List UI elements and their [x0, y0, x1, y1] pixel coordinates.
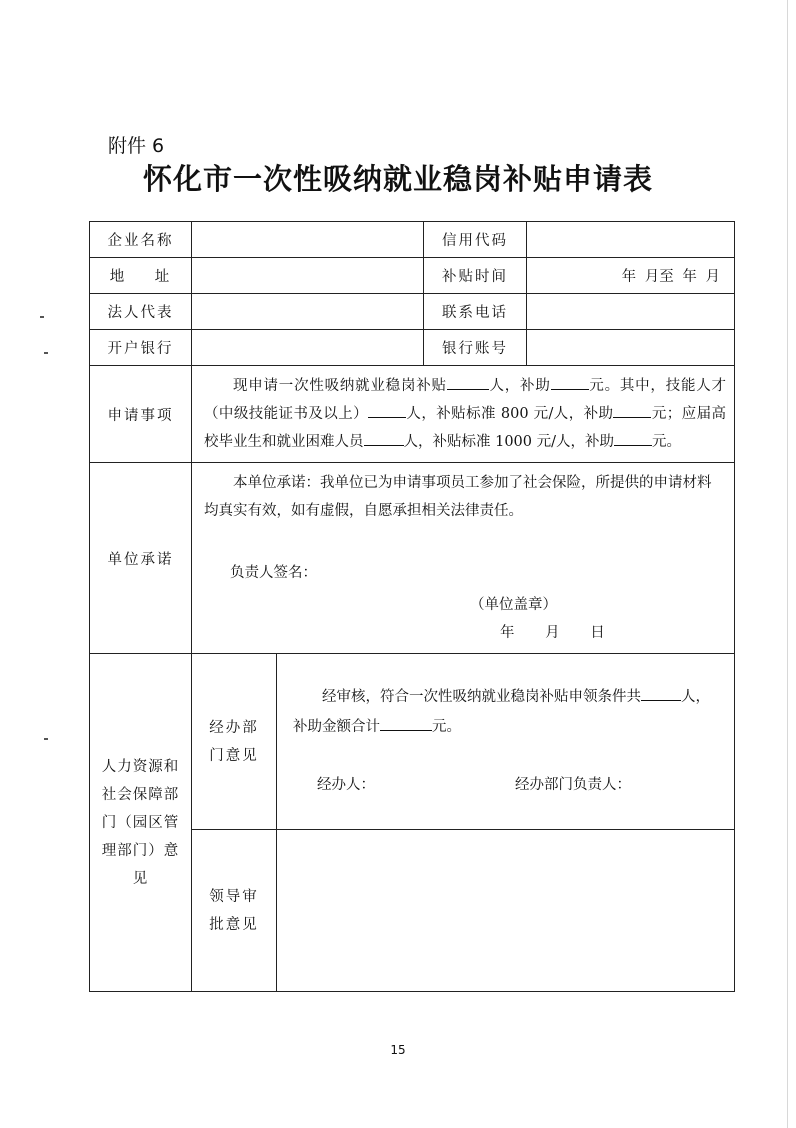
handling-opinion: 经审核，符合一次性吸纳就业稳岗补贴申领条件共 人，补助金额合计 元。 经办人： 经办部门负责人：: [277, 654, 735, 830]
signer-label: 负责人签名：: [230, 565, 317, 581]
leader-approval-field[interactable]: [277, 830, 735, 992]
scan-speck: [40, 316, 44, 318]
credit-code-label: 信用代码: [424, 222, 527, 258]
company-name-field[interactable]: [192, 222, 424, 258]
company-name-label: 企业名称: [90, 222, 192, 258]
address-field[interactable]: [192, 258, 424, 294]
commitment-cell: [192, 463, 735, 654]
scan-speck: [44, 352, 48, 354]
total-people-blank[interactable]: [447, 375, 489, 390]
bank-label: 开户银行: [90, 330, 192, 366]
scan-speck: [44, 738, 48, 740]
leader-approval-label: 领导审批意见: [192, 830, 277, 992]
handling-dept-label: 经办部门意见: [192, 654, 277, 830]
row-company: [90, 222, 735, 258]
page-number: 15: [390, 1043, 406, 1057]
attachment-label: 附件 6: [108, 135, 165, 157]
row-bank: [90, 330, 735, 366]
bank-field[interactable]: [192, 330, 424, 366]
row-address: [90, 258, 735, 294]
account-field[interactable]: [527, 330, 735, 366]
application-form-table: [89, 221, 735, 992]
subsidy-period-label: 补贴时间: [424, 258, 527, 294]
legal-rep-label: 法人代表: [90, 294, 192, 330]
commitment-label: 单位承诺: [90, 463, 192, 654]
handler-label: 经办人：: [317, 777, 375, 793]
subsidy-period-field[interactable]: 年 月至 年 月: [527, 258, 735, 294]
hr-dept-label: 人力资源和社会保障部门（园区管理部门）意见: [90, 654, 192, 992]
handler-sign-row: [293, 770, 724, 800]
commitment-text: 本单位承诺：我单位已为申请事项员工参加了社会保险，所提供的申请材料均真实有效，如有虚假，自愿承担相关法律责任。: [204, 475, 712, 519]
graduates-amount-blank[interactable]: [614, 431, 652, 446]
application-label: 申请事项: [90, 366, 192, 463]
commitment-date: 年 月 日: [500, 625, 605, 641]
skilled-people-blank[interactable]: [368, 403, 406, 418]
application-text: 现申请一次性吸纳就业稳岗补贴 人，补助 元。其中，技能人才（中级技能证书及以上） 人，补贴标准 800 元/人，补助 元；应届高校毕业生和就业困难人员 人，补贴标准 1000 元/人，补助 元。: [192, 366, 735, 463]
approved-people-blank[interactable]: [641, 686, 681, 701]
account-label: 银行账号: [424, 330, 527, 366]
graduates-people-blank[interactable]: [364, 431, 404, 446]
row-legal-rep: [90, 294, 735, 330]
phone-field[interactable]: [527, 294, 735, 330]
legal-rep-field[interactable]: [192, 294, 424, 330]
dept-head-label: 经办部门负责人：: [515, 777, 631, 793]
phone-label: 联系电话: [424, 294, 527, 330]
row-commitment: [90, 463, 735, 654]
row-application: [90, 366, 735, 463]
skilled-amount-blank[interactable]: [613, 403, 651, 418]
seal-label: （单位盖章）: [470, 597, 557, 613]
credit-code-field[interactable]: [527, 222, 735, 258]
form-title: 怀化市一次性吸纳就业稳岗补贴申请表: [142, 162, 653, 196]
row-handling-dept: [90, 654, 735, 830]
address-label: 地 址: [90, 258, 192, 294]
total-amount-blank[interactable]: [551, 375, 589, 390]
approved-amount-blank[interactable]: [380, 716, 432, 731]
